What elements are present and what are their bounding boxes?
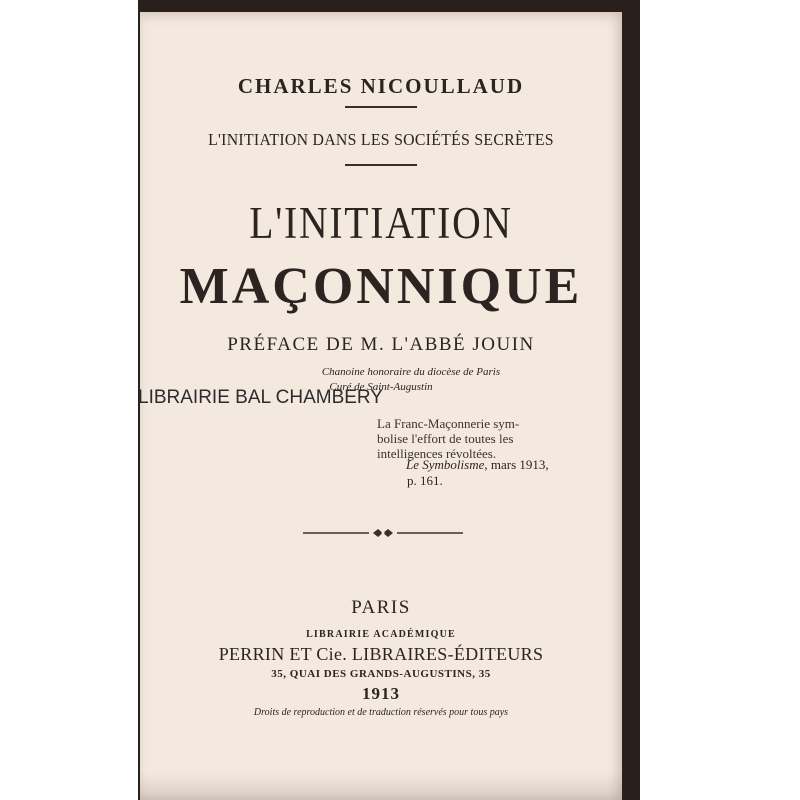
publication-city: PARIS (351, 597, 411, 618)
page-shadow (140, 772, 622, 800)
ornament-divider (303, 526, 463, 540)
author-name: CHARLES NICOULLAUD (237, 74, 525, 98)
epigraph-page: p. 161. (407, 473, 443, 488)
epigraph-line: bolise l'effort de toutes les (377, 431, 514, 446)
book-title-line1: L'INITIATION (249, 198, 513, 248)
epigraph-line: intelligences révoltées. (377, 446, 497, 461)
preface-role: Curé de Saint-Augustin (329, 381, 433, 393)
series-title: L'INITIATION DANS LES SOCIÉTÉS SECRÈTES (208, 130, 554, 149)
epigraph (377, 416, 519, 461)
epigraph-citation (406, 457, 549, 473)
publisher-name: PERRIN ET Cie. LIBRAIRES-ÉDITEURS (218, 644, 544, 664)
rule-divider (345, 164, 417, 166)
watermark-text: LIBRAIRIE BAL CHAMBERY (138, 387, 383, 408)
rule-divider (345, 106, 417, 108)
preface-role: Chanoine honoraire du diocèse de Paris (321, 366, 501, 378)
book-title-line2: MAÇONNIQUE (179, 258, 583, 315)
publisher-address: 35, QUAI DES GRANDS-AUGUSTINS, 35 (271, 668, 491, 680)
preface-credit: PRÉFACE DE M. L'ABBÉ JOUIN (227, 334, 535, 355)
publication-year: 1913 (362, 684, 400, 703)
epigraph-date: , mars 1913, (484, 457, 549, 472)
rights-notice: Droits de reproduction et de traduction réservés pour tous pays (253, 707, 509, 718)
epigraph-source: Le Symbolisme (406, 457, 485, 472)
epigraph-line: La Franc-Maçonnerie sym- (377, 416, 520, 431)
publisher-imprint: LIBRAIRIE ACADÉMIQUE (306, 629, 456, 640)
